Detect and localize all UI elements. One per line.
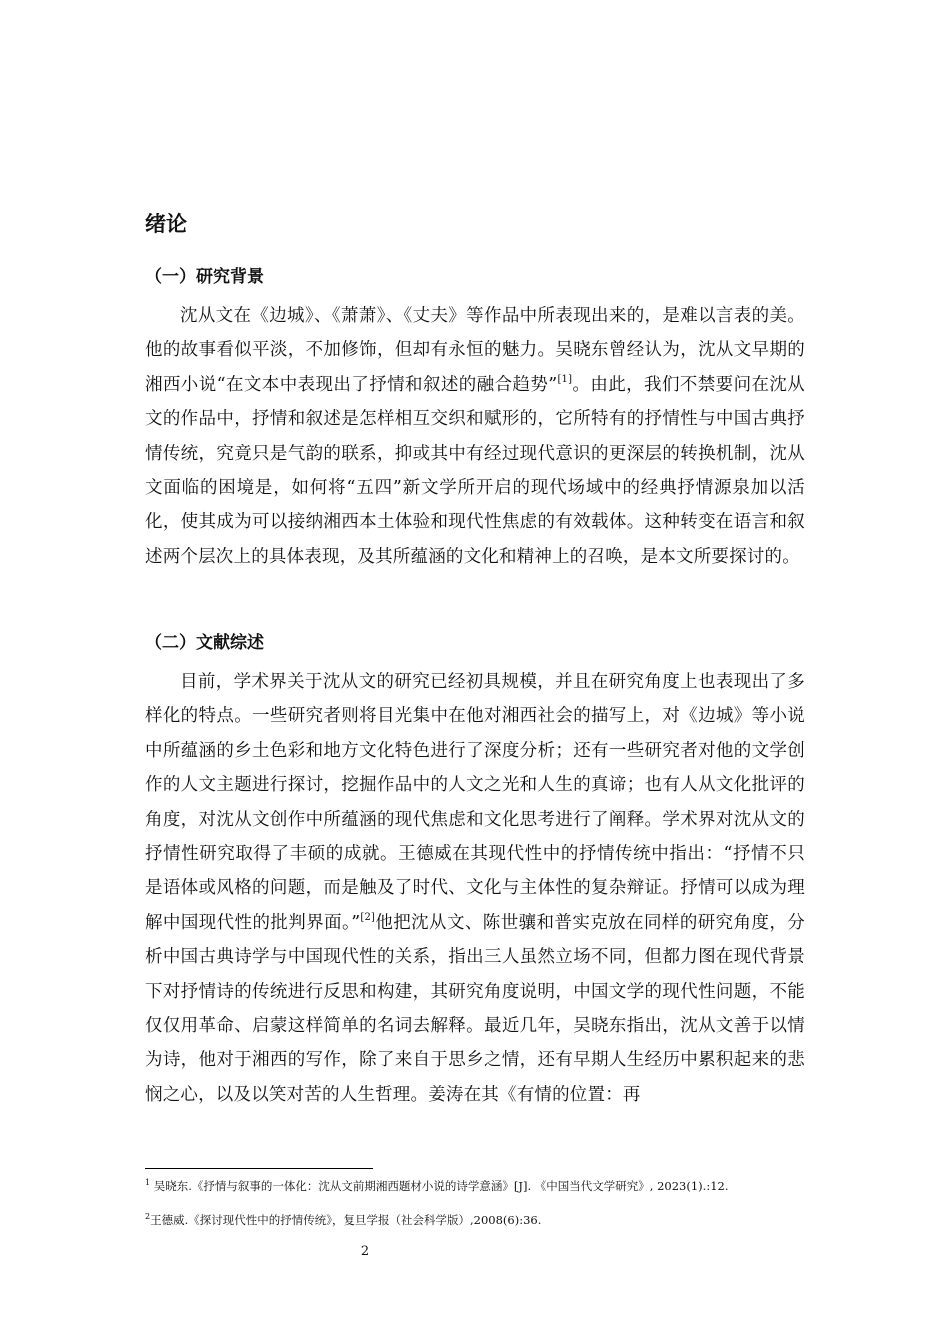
chapter-heading: 绪论: [145, 212, 187, 236]
section-title-background: （一）研究背景: [145, 267, 264, 287]
section-title-literature-review: （二）文献综述: [145, 633, 264, 653]
page-number: 2: [360, 1244, 370, 1259]
footnote-2: [145, 1212, 810, 1229]
footnote-mark: 2: [145, 1212, 151, 1221]
paragraph-text: 沈从文在《边城》、《萧萧》、《丈夫》等作品中所表现出来的，是难以言表的美。他的故事看似平淡，不加修饰，但却有永恒的魅力。吴晓东曾经认为，沈从文早期的湘西小说“在文本中表现出了抒情和叙述的融合趋势”: [145, 306, 805, 395]
footnote-text: 吴晓东.《抒情与叙事的一体化：沈从文前期湘西题材小说的诗学意涵》[J]. 《中国当代文学研究》, 2023(1).:12.: [150, 1179, 729, 1193]
footnote-mark: 1: [145, 1178, 151, 1187]
citation-ref-2: [2]: [360, 911, 376, 923]
paragraph-background: [145, 299, 805, 574]
footnote-divider: [145, 1168, 373, 1169]
paragraph-text: 他把沈从文、陈世骧和普实克放在同样的研究角度，分析中国古典诗学与中国现代性的关系，指出三人虽然立场不同，但都力图在现代背景下对抒情诗的传统进行反思和构建，其研究角度说明，中国文学的现代性问题，不能仅仅用革命、启蒙这样简单的名词去解释。最近几年，吴晓东指出，沈从文善于以情为诗，他对于湘西的写作，除了来自于思乡之情，还有早期人生经历中累积起来的悲悯之心，以及以笑对苦的人生哲理。姜涛在其《有情的位置：再: [145, 912, 805, 1105]
paragraph-text: 目前，学术界关于沈从文的研究已经初具规模，并且在研究角度上也表现出了多样化的特点。一些研究者则将目光集中在他对湘西社会的描写上，对《边城》等小说中所蕴涵的乡土色彩和地方文化特色进行了深度分析；还有一些研究者对他的文学创作的人文主题进行探讨，挖掘作品中的人文之光和人生的真谛；也有人从文化批评的角度，对沈从文创作中所蕴涵的现代焦虑和文化思考进行了阐释。学术界对沈从文的抒情性研究取得了丰硕的成就。王德威在其现代性中的抒情传统中指出：“抒情不只是语体或风格的问题，而是触及了时代、文化与主体性的复杂辩证。抒情可以成为理解中国现代性的批判界面。”: [145, 672, 805, 933]
paragraph-text: 。由此，我们不禁要问在沈从文的作品中，抒情和叙述是怎样相互交织和赋形的，它所特有的抒情性与中国古典抒情传统，究竟只是气韵的联系，抑或其中有经过现代意识的更深层的转换机制，沈从文面临的困境是，如何将“五四”新文学所开启的现代场域中的经典抒情源泉加以活化，使其成为可以接纳湘西本土体验和现代性焦虑的有效载体。这种转变在语言和叙述两个层次上的具体表现，及其所蕴涵的文化和精神上的召唤，是本文所要探讨的。: [145, 374, 805, 567]
footnote-text: 王德威.《探讨现代性中的抒情传统》，复旦学报（社会科学版）,2008(6):36.: [150, 1213, 542, 1227]
footnote-1: [145, 1178, 810, 1195]
citation-ref-1: [1]: [557, 373, 573, 385]
paragraph-literature-review: [145, 665, 805, 1112]
